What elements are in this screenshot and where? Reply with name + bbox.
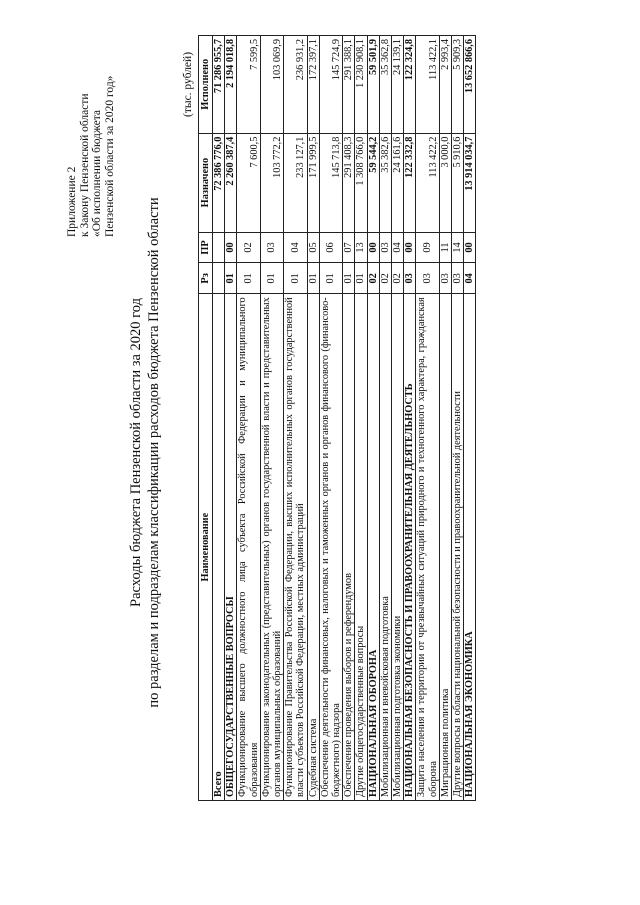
row-planned-cell: 2 260 387,4 — [225, 133, 237, 232]
appendix-line: к Закону Пензенской области — [78, 93, 91, 237]
row-rz-cell: 03 — [416, 263, 439, 294]
row-pr-cell: 02 — [237, 232, 260, 263]
row-rz-cell: 01 — [260, 263, 283, 294]
table-row — [452, 36, 464, 801]
row-planned-cell: 35 382,6 — [379, 133, 391, 232]
row-rz-cell: 02 — [379, 263, 391, 294]
row-executed-cell: 71 286 955,7 — [213, 36, 225, 134]
row-executed-cell: 13 652 866,6 — [464, 36, 476, 134]
row-planned-cell: 24 161,6 — [392, 133, 404, 232]
row-name-cell: Мобилизационная подготовка экономики — [392, 294, 404, 801]
row-rz-cell: 03 — [452, 263, 464, 294]
appendix-line: «Об исполнении бюджета — [91, 109, 103, 237]
row-pr-cell — [213, 232, 225, 263]
row-planned-cell: 291 408,3 — [343, 133, 355, 232]
row-planned-cell: 1 308 766,0 — [355, 133, 367, 232]
table-row — [439, 36, 451, 801]
table-row — [464, 36, 476, 801]
row-planned-cell: 7 600,5 — [237, 133, 260, 232]
row-rz-cell: 01 — [319, 263, 342, 294]
row-rz-cell: 01 — [225, 263, 237, 294]
row-pr-cell: 00 — [367, 232, 379, 263]
table-row — [307, 36, 319, 801]
row-executed-cell: 35 362,8 — [379, 36, 391, 134]
row-name-cell: Функционирование законодательных (представительных) органов государственной власти и представительных органов муниципальных образований — [260, 294, 283, 801]
row-name-cell: НАЦИОНАЛЬНАЯ ЭКОНОМИКА — [464, 294, 476, 801]
row-name-cell: Миграционная политика — [439, 294, 451, 801]
row-executed-cell: 103 069,9 — [260, 36, 283, 134]
row-executed-cell: 145 724,9 — [319, 36, 342, 134]
appendix-line: Пензенской области за 2020 год» — [103, 75, 116, 237]
table-row — [319, 36, 342, 801]
row-name-cell: Обеспечение проведения выборов и референдумов — [343, 294, 355, 801]
document-title: Расходы бюджета Пензенской области за 2020 год — [128, 298, 144, 607]
row-name-cell: Защита населения и территории от чрезвычайных ситуаций природного и техногенного характера, гражданская оборона — [416, 294, 439, 801]
row-name-cell: Функционирование Правительства Российской Федерации, высших исполнительных органов государственной власти субъектов Российской Федерации, местных администраций — [284, 294, 307, 801]
row-planned-cell: 13 914 034,7 — [464, 133, 476, 232]
row-executed-cell: 24 139,1 — [392, 36, 404, 134]
row-planned-cell: 3 000,0 — [439, 133, 451, 232]
row-planned-cell: 145 713,8 — [319, 133, 342, 232]
row-pr-cell: 04 — [284, 232, 307, 263]
row-pr-cell: 09 — [416, 232, 439, 263]
header-pr: ПР — [199, 232, 213, 263]
row-rz-cell: 01 — [343, 263, 355, 294]
row-planned-cell: 59 544,2 — [367, 133, 379, 232]
table-row — [343, 36, 355, 801]
row-rz-cell: 03 — [439, 263, 451, 294]
table-row — [392, 36, 404, 801]
appendix-line: Приложение 2 — [66, 166, 78, 237]
table-row — [379, 36, 391, 801]
row-pr-cell: 00 — [404, 232, 416, 263]
table-row — [416, 36, 439, 801]
row-executed-cell: 291 388,1 — [343, 36, 355, 134]
table-header-row — [199, 36, 213, 801]
row-rz-cell — [213, 263, 225, 294]
table-row — [355, 36, 367, 801]
row-name-cell: НАЦИОНАЛЬНАЯ ОБОРОНА — [367, 294, 379, 801]
table-row — [260, 36, 283, 801]
header-name: Наименование — [199, 294, 213, 801]
row-executed-cell: 2 993,4 — [439, 36, 451, 134]
row-rz-cell: 01 — [355, 263, 367, 294]
row-pr-cell: 04 — [392, 232, 404, 263]
row-name-cell: Обеспечение деятельности финансовых, налоговых и таможенных органов и органов финансового (финансово-бюджетного) надзора — [319, 294, 342, 801]
table-row — [367, 36, 379, 801]
row-planned-cell: 122 332,8 — [404, 133, 416, 232]
row-planned-cell: 113 422,2 — [416, 133, 439, 232]
row-planned-cell: 171 999,5 — [307, 133, 319, 232]
row-executed-cell: 1 230 908,1 — [355, 36, 367, 134]
row-rz-cell: 01 — [284, 263, 307, 294]
row-name-cell: Мобилизационная и вневойсковая подготовка — [379, 294, 391, 801]
row-planned-cell: 72 386 776,0 — [213, 133, 225, 232]
row-name-cell: Судебная система — [307, 294, 319, 801]
row-pr-cell: 03 — [260, 232, 283, 263]
header-executed: Исполнено — [199, 36, 213, 134]
row-executed-cell: 59 501,9 — [367, 36, 379, 134]
row-name-cell: НАЦИОНАЛЬНАЯ БЕЗОПАСНОСТЬ И ПРАВООХРАНИТЕЛЬНАЯ ДЕЯТЕЛЬНОСТЬ — [404, 294, 416, 801]
row-rz-cell: 02 — [367, 263, 379, 294]
row-pr-cell: 14 — [452, 232, 464, 263]
row-rz-cell: 04 — [464, 263, 476, 294]
row-executed-cell: 122 324,8 — [404, 36, 416, 134]
table-row — [225, 36, 237, 801]
row-pr-cell: 07 — [343, 232, 355, 263]
row-name-cell: Всего — [213, 294, 225, 801]
table-row — [404, 36, 416, 801]
row-executed-cell: 2 194 018,8 — [225, 36, 237, 134]
row-pr-cell: 05 — [307, 232, 319, 263]
row-name-cell: Другие общегосударственные вопросы — [355, 294, 367, 801]
row-name-cell: Другие вопросы в области национальной безопасности и правоохранительной деятельности — [452, 294, 464, 801]
row-executed-cell: 172 397,1 — [307, 36, 319, 134]
row-pr-cell: 13 — [355, 232, 367, 263]
row-name-cell: Функционирование высшего должностного лица субъекта Российской Федерации и муниципального образования — [237, 294, 260, 801]
row-name-cell: ОБЩЕГОСУДАРСТВЕННЫЕ ВОПРОСЫ — [225, 294, 237, 801]
row-pr-cell: 00 — [225, 232, 237, 263]
row-pr-cell: 06 — [319, 232, 342, 263]
header-rz: Рз — [199, 263, 213, 294]
appendix-note — [66, 76, 116, 237]
document-subtitle: по разделам и подразделам классификации расходов бюджета Пензенской области — [146, 197, 162, 708]
expenses-table — [198, 35, 476, 801]
row-executed-cell: 113 422,1 — [416, 36, 439, 134]
unit-label: (тыс. рублей) — [182, 51, 194, 117]
row-rz-cell: 03 — [404, 263, 416, 294]
row-rz-cell: 01 — [307, 263, 319, 294]
row-planned-cell: 233 127,1 — [284, 133, 307, 232]
table-row — [213, 36, 225, 801]
table-body — [213, 36, 476, 801]
row-executed-cell: 5 909,3 — [452, 36, 464, 134]
row-pr-cell: 03 — [379, 232, 391, 263]
row-rz-cell: 02 — [392, 263, 404, 294]
row-planned-cell: 5 910,6 — [452, 133, 464, 232]
row-pr-cell: 00 — [464, 232, 476, 263]
row-rz-cell: 01 — [237, 263, 260, 294]
table-row — [284, 36, 307, 801]
row-executed-cell: 236 931,2 — [284, 36, 307, 134]
row-executed-cell: 7 599,5 — [237, 36, 260, 134]
table-row — [237, 36, 260, 801]
row-pr-cell: 11 — [439, 232, 451, 263]
header-planned: Назначено — [199, 133, 213, 232]
row-planned-cell: 103 772,2 — [260, 133, 283, 232]
